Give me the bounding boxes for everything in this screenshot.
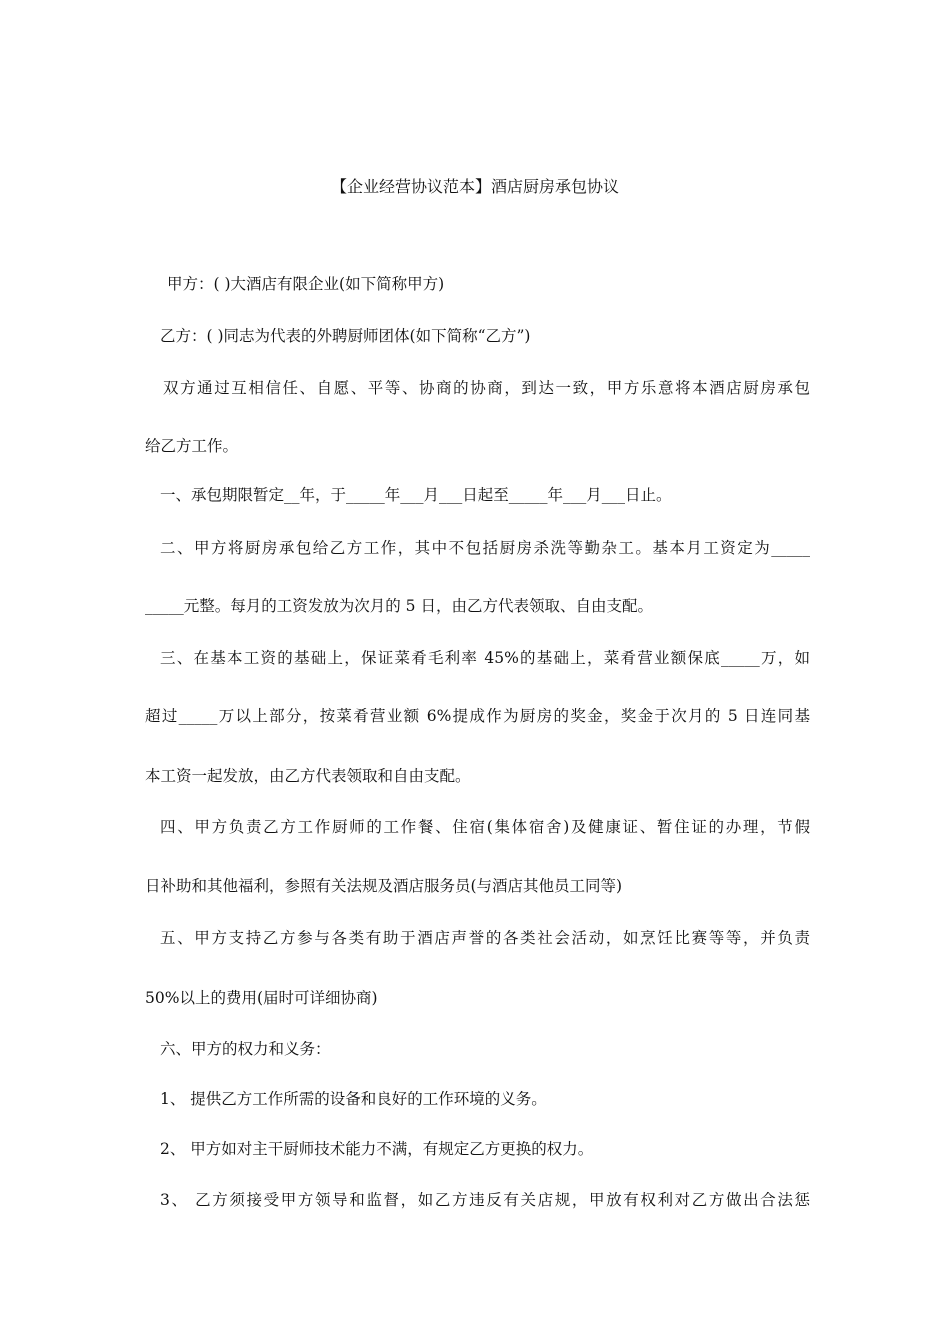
list-item: 3、 乙方须接受甲方领导和监督，如乙方违反有关店规，甲放有权利对乙方做出合法惩 <box>160 1191 810 1209</box>
list-item: 2、 甲方如对主干厨师技术能力不满，有规定乙方更换的权力。 <box>160 1140 594 1158</box>
paragraph-line: 双方通过互相信任、自愿、平等、协商的协商，到达一致，甲方乐意将本酒店厨房承包 <box>163 379 810 397</box>
party-b-line: 乙方：( )同志为代表的外聘厨师团体(如下简称“乙方”) <box>160 327 531 345</box>
clause-line: 超过_____万以上部分，按菜肴营业额 6%提成作为厨房的奖金，奖金于次月的 5 日连同基 <box>145 707 810 725</box>
clause-line: _____元整。每月的工资发放为次月的 5 日，由乙方代表领取、自由支配。 <box>145 597 653 615</box>
clause-line: 五、甲方支持乙方参与各类有助于酒店声誉的各类社会活动，如烹饪比赛等等，并负责 <box>160 929 810 947</box>
clause-line: 50%以上的费用(届时可详细协商) <box>145 989 378 1007</box>
clause-line: 日补助和其他福利，参照有关法规及酒店服务员(与酒店其他员工同等) <box>145 877 623 895</box>
party-a-line: 甲方：( )大酒店有限企业(如下简称甲方) <box>167 275 445 293</box>
document-title: 【企业经营协议范本】酒店厨房承包协议 <box>330 177 619 196</box>
paragraph-line: 给乙方工作。 <box>145 437 239 455</box>
clause-line: 一、承包期限暂定__年，于_____年___月___日起至_____年___月___日止。 <box>160 486 672 504</box>
clause-line: 四、甲方负责乙方工作厨师的工作餐、住宿(集体宿舍)及健康证、暂住证的办理，节假 <box>160 818 810 836</box>
clause-line: 三、在基本工资的基础上，保证菜肴毛利率 45%的基础上，菜肴营业额保底_____万，如 <box>160 649 810 667</box>
clause-line: 本工资一起发放，由乙方代表领取和自由支配。 <box>145 767 471 785</box>
section-heading: 六、甲方的权力和义务： <box>160 1040 331 1058</box>
list-item: 1、 提供乙方工作所需的设备和良好的工作环境的义务。 <box>160 1090 547 1108</box>
clause-line: 二、甲方将厨房承包给乙方工作，其中不包括厨房杀洗等勤杂工。基本月工资定为_____ <box>160 539 810 557</box>
